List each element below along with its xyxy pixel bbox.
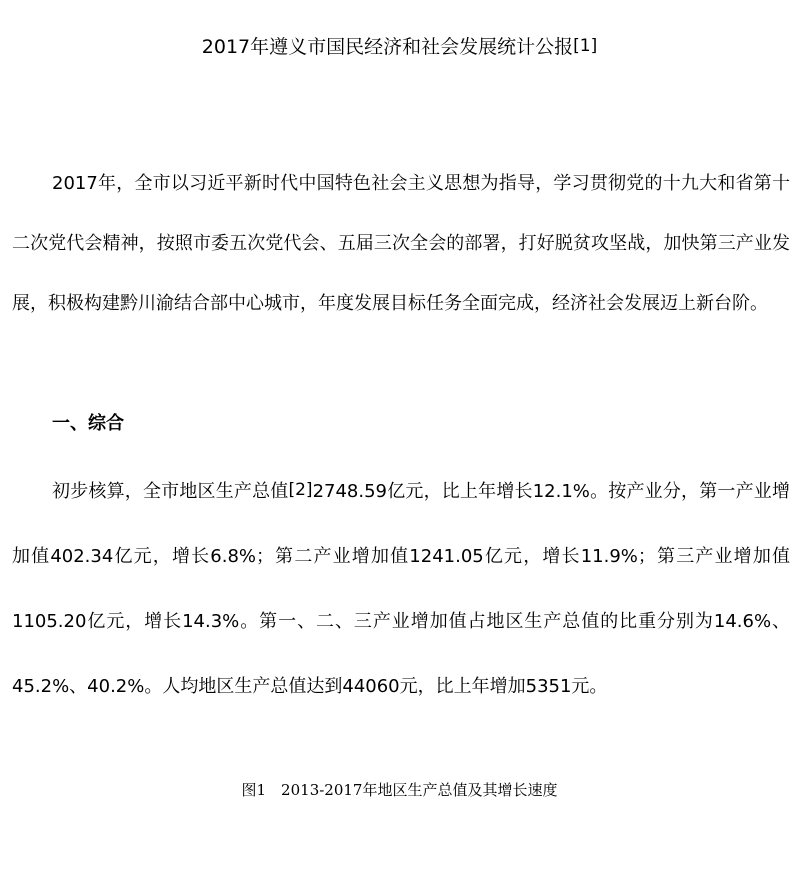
- title-footnote-ref: [1]: [573, 36, 598, 56]
- overview-paragraph-rest: 2748.59亿元，比上年增长12.1%。按产业分，第一产业增加值402.34亿元，增长6.8%；第二产业增加值1241.05亿元，增长11.9%；第三产业增加值1105.20亿元，增长14.3%。第一、二、三产业增加值占地区生产总值的比重分别为14.6%、45.2%、40.2%。人均地区生产总值达到44060元，比上年增加5351元。: [12, 481, 790, 697]
- intro-paragraph: 2017年，全市以习近平新时代中国特色社会主义思想为指导，学习贯彻党的十九大和省第十二次党代会精神，按照市委五次党代会、五届三次全会的部署，打好脱贫攻坚战，加快第三产业发展，积极构建黔川渝结合部中心城市，年度发展目标任务全面完成，经济社会发展迈上新台阶。: [12, 173, 790, 314]
- overview-paragraph-lead: 初步核算，全市地区生产总值: [52, 481, 289, 502]
- gdp-footnote-ref: [2]: [288, 480, 313, 500]
- document-title-text: 2017年遵义市国民经济和社会发展统计公报: [201, 36, 574, 58]
- section-heading-overview: 一、综合: [52, 413, 124, 434]
- overview-paragraph: [12, 458, 790, 719]
- figure-caption: 图1 2013-2017年地区生产总值及其增长速度: [241, 781, 558, 799]
- document-title: [0, 32, 799, 61]
